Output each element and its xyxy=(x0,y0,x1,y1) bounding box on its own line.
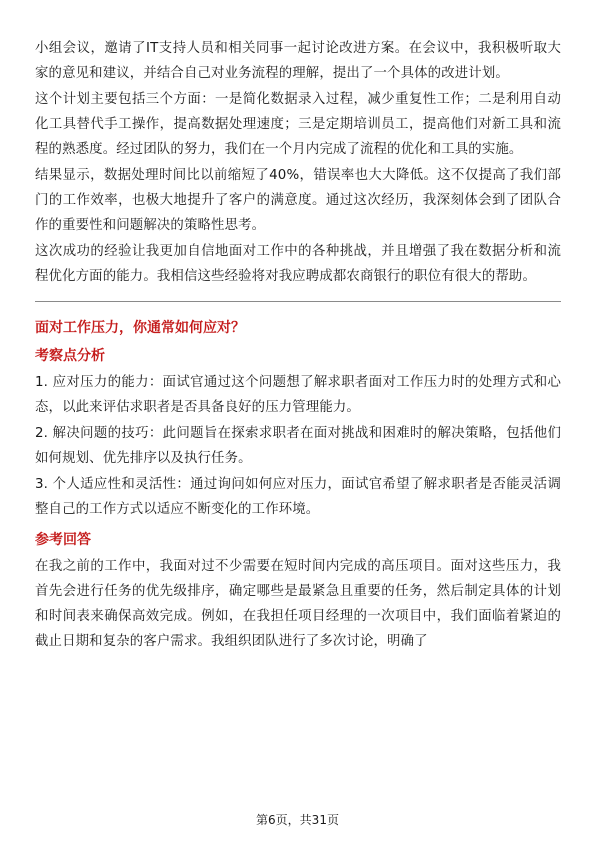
analysis-point: 2. 解决问题的技巧：此问题旨在探索求职者在面对挑战和困难时的解决策略，包括他们如何规划、优先排序以及执行任务。 xyxy=(35,426,561,466)
previous-answer-continuation xyxy=(35,36,561,289)
page-number-footer: 第6页，共31页 xyxy=(256,813,339,827)
analysis-point: 1. 应对压力的能力：面试官通过这个问题想了解求职者面对工作压力时的处理方式和心态，以此来评估求职者是否具备良好的压力管理能力。 xyxy=(35,375,561,415)
body-paragraph: 这次成功的经验让我更加自信地面对工作中的各种挑战，并且增强了我在数据分析和流程优化方面的能力。我相信这些经验将对我应聘成都农商银行的职位有很大的帮助。 xyxy=(35,244,561,284)
analysis-section xyxy=(35,344,561,522)
answer-heading: 参考回答 xyxy=(35,532,91,548)
body-paragraph: 结果显示，数据处理时间比以前缩短了40%，错误率也大大降低。这不仅提高了我们部门的工作效率，也极大地提升了客户的满意度。通过这次经历，我深刻体会到了团队合作的重要性和问题解决的策略性思考。 xyxy=(35,168,561,233)
analysis-heading: 考察点分析 xyxy=(35,348,105,364)
body-paragraph: 这个计划主要包括三个方面：一是简化数据录入过程，减少重复性工作；二是利用自动化工具替代手工操作，提高数据处理速度；三是定期培训员工，提高他们对新工具和流程的熟悉度。经过团队的努力，我们在一个月内完成了流程的优化和工具的实施。 xyxy=(35,92,561,157)
interview-question: 面对工作压力，你通常如何应对？ xyxy=(35,320,245,336)
analysis-point: 3. 个人适应性和灵活性：通过询问如何应对压力，面试官希望了解求职者是否能灵活调整自己的工作方式以适应不断变化的工作环境。 xyxy=(35,477,561,517)
body-paragraph: 小组会议，邀请了IT支持人员和相关同事一起讨论改进方案。在会议中，我积极听取大家的意见和建议，并结合自己对业务流程的理解，提出了一个具体的改进计划。 xyxy=(35,41,561,81)
answer-section xyxy=(35,528,561,654)
answer-text: 在我之前的工作中，我面对过不少需要在短时间内完成的高压项目。面对这些压力，我首先会进行任务的优先级排序，确定哪些是最紧急且重要的任务，然后制定具体的计划和时间表来确保高效完成。例如，在我担任项目经理的一次项目中，我们面临着紧迫的截止日期和复杂的客户需求。我组织团队进行了多次讨论，明确了 xyxy=(35,559,561,649)
page-content xyxy=(35,36,561,655)
section-divider xyxy=(35,301,561,302)
